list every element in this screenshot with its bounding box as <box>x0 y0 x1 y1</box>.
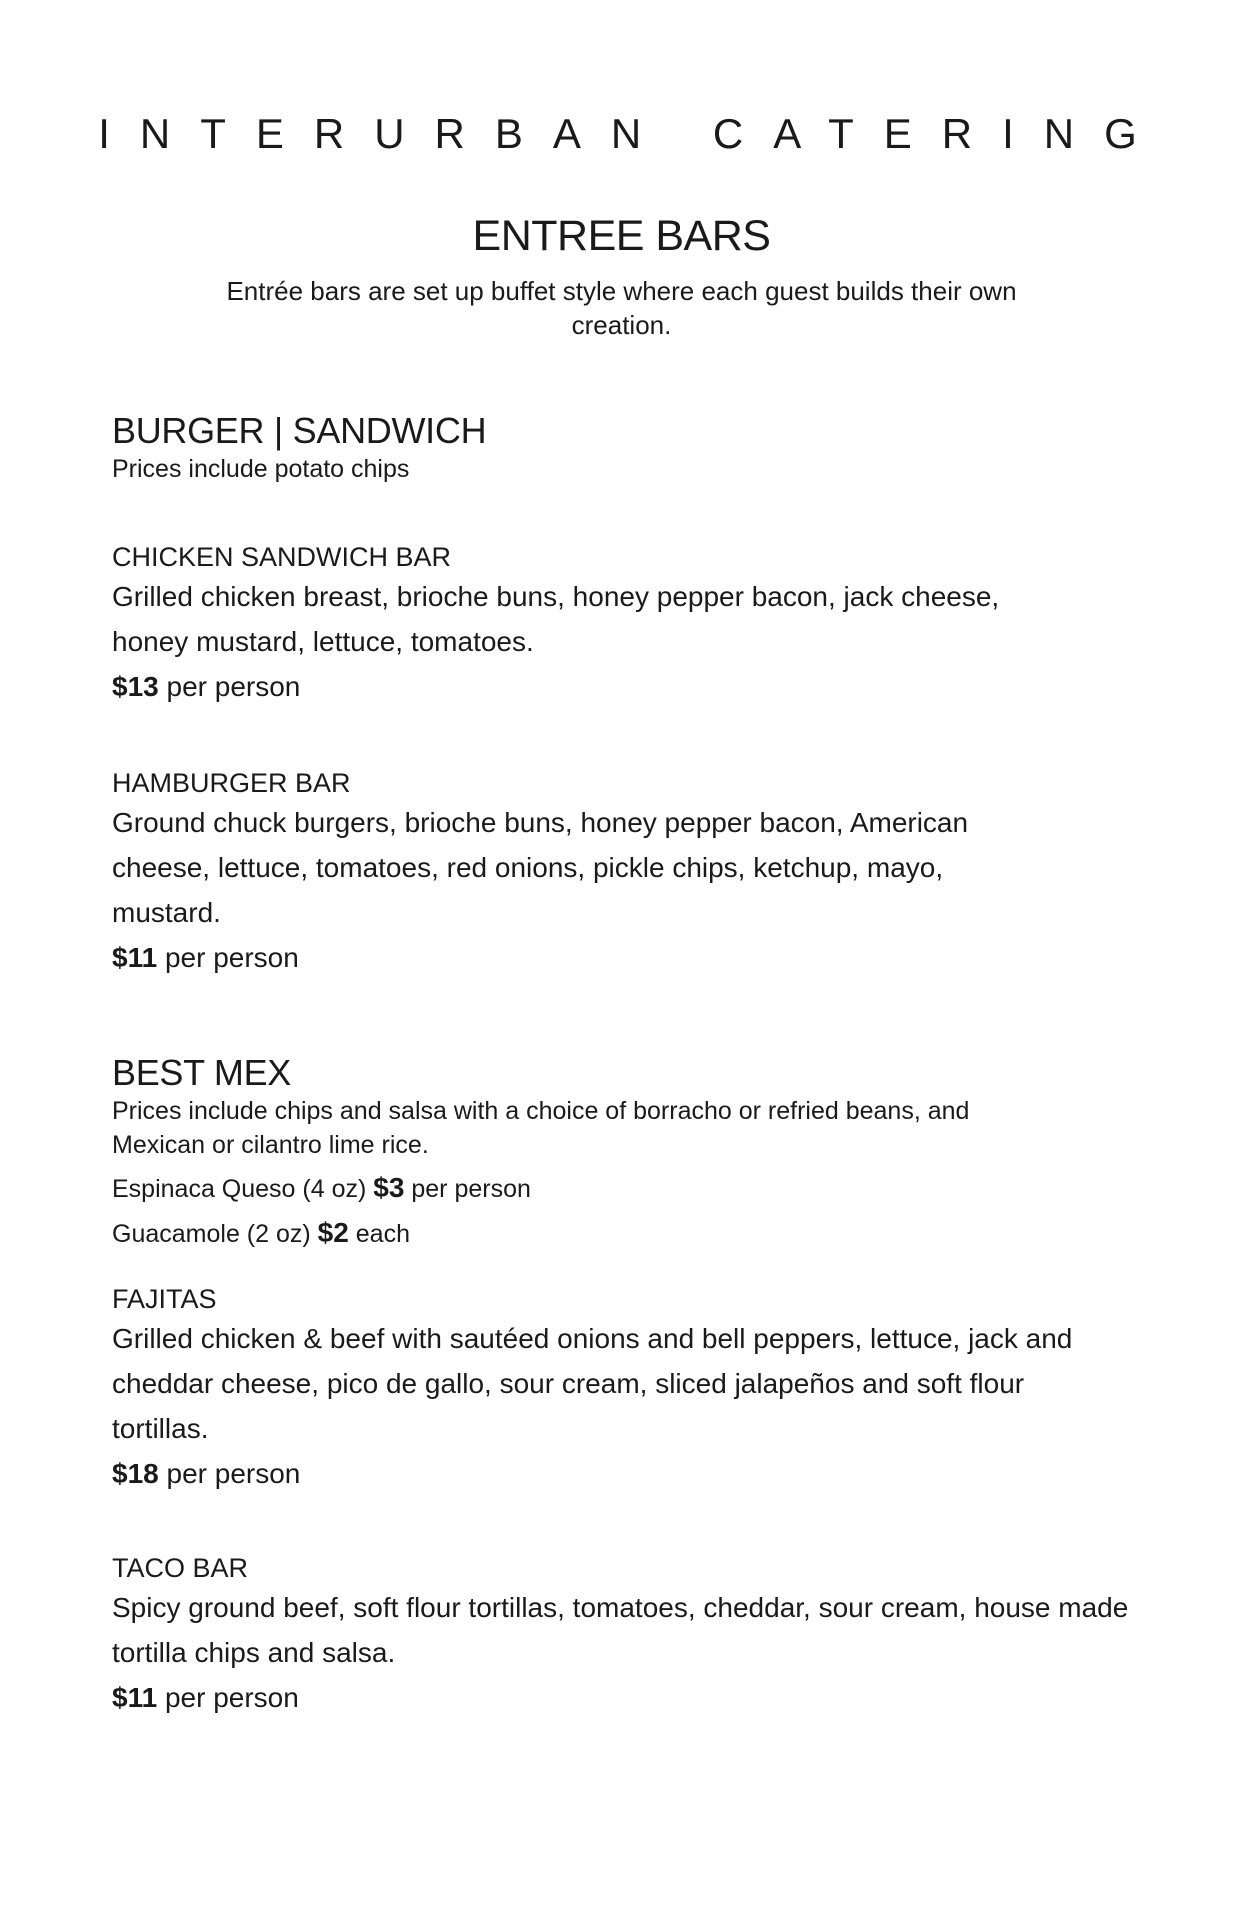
item-description: Spicy ground beef, soft flour tortillas, tomatoes, cheddar, sour cream, house made tortilla chips and salsa. <box>112 1592 1129 1668</box>
menu-item-fajitas <box>112 1282 1102 1496</box>
section-title: BURGER | SANDWICH <box>112 410 487 451</box>
item-price-unit: per person <box>166 1458 301 1489</box>
menu-item-taco-bar <box>112 1551 1132 1720</box>
section-burger-sandwich <box>112 410 1132 486</box>
addon-price: $3 <box>373 1172 405 1203</box>
brand-name: INTERURBAN CATERING <box>98 110 1167 157</box>
section-title: BEST MEX <box>112 1052 291 1093</box>
menu-item-chicken-sandwich-bar <box>112 540 1072 709</box>
item-description: Grilled chicken breast, brioche buns, honey pepper bacon, jack cheese, honey mustard, lettuce, tomatoes. <box>112 581 1000 657</box>
item-price: $18 <box>112 1458 159 1489</box>
item-price: $11 <box>112 942 158 973</box>
item-description: Ground chuck burgers, brioche buns, honey pepper bacon, American cheese, lettuce, tomatoes, red onions, pickle chips, ketchup, mayo, mustard. <box>112 807 969 928</box>
section-best-mex <box>112 1052 1032 1256</box>
intro-text: Entrée bars are set up buffet style where each guest builds their own creation. <box>226 276 1017 340</box>
item-name: HAMBURGER BAR <box>112 768 351 798</box>
item-price-line <box>112 664 1072 709</box>
item-price: $13 <box>112 671 159 702</box>
menu-item-hamburger-bar <box>112 766 1042 980</box>
item-name: CHICKEN SANDWICH BAR <box>112 542 452 572</box>
addon-espinaca-queso <box>112 1166 1032 1211</box>
item-name: FAJITAS <box>112 1284 217 1314</box>
item-price: $11 <box>112 1682 158 1713</box>
addon-label: Guacamole (2 oz) <box>112 1220 311 1248</box>
item-price-line <box>112 1451 1102 1496</box>
addon-label: Espinaca Queso (4 oz) <box>112 1175 367 1203</box>
addon-price: $2 <box>317 1217 349 1248</box>
item-description: Grilled chicken & beef with sautéed onions and bell peppers, lettuce, jack and cheddar cheese, pico de gallo, sour cream, sliced jalapeños and soft flour tortillas. <box>112 1323 1073 1444</box>
item-price-line <box>112 1675 1132 1720</box>
item-price-unit: per person <box>166 671 301 702</box>
addon-guacamole <box>112 1211 1032 1256</box>
section-note: Prices include chips and salsa with a choice of borracho or refried beans, and Mexican or cilantro lime rice. <box>112 1097 970 1159</box>
item-name: TACO BAR <box>112 1553 249 1583</box>
section-note: Prices include potato chips <box>112 455 410 483</box>
addon-unit: each <box>355 1220 410 1248</box>
item-price-line <box>112 935 1042 980</box>
page-title: ENTREE BARS <box>472 212 771 260</box>
item-price-unit: per person <box>164 1682 299 1713</box>
addon-unit: per person <box>411 1175 531 1203</box>
item-price-unit: per person <box>164 942 299 973</box>
